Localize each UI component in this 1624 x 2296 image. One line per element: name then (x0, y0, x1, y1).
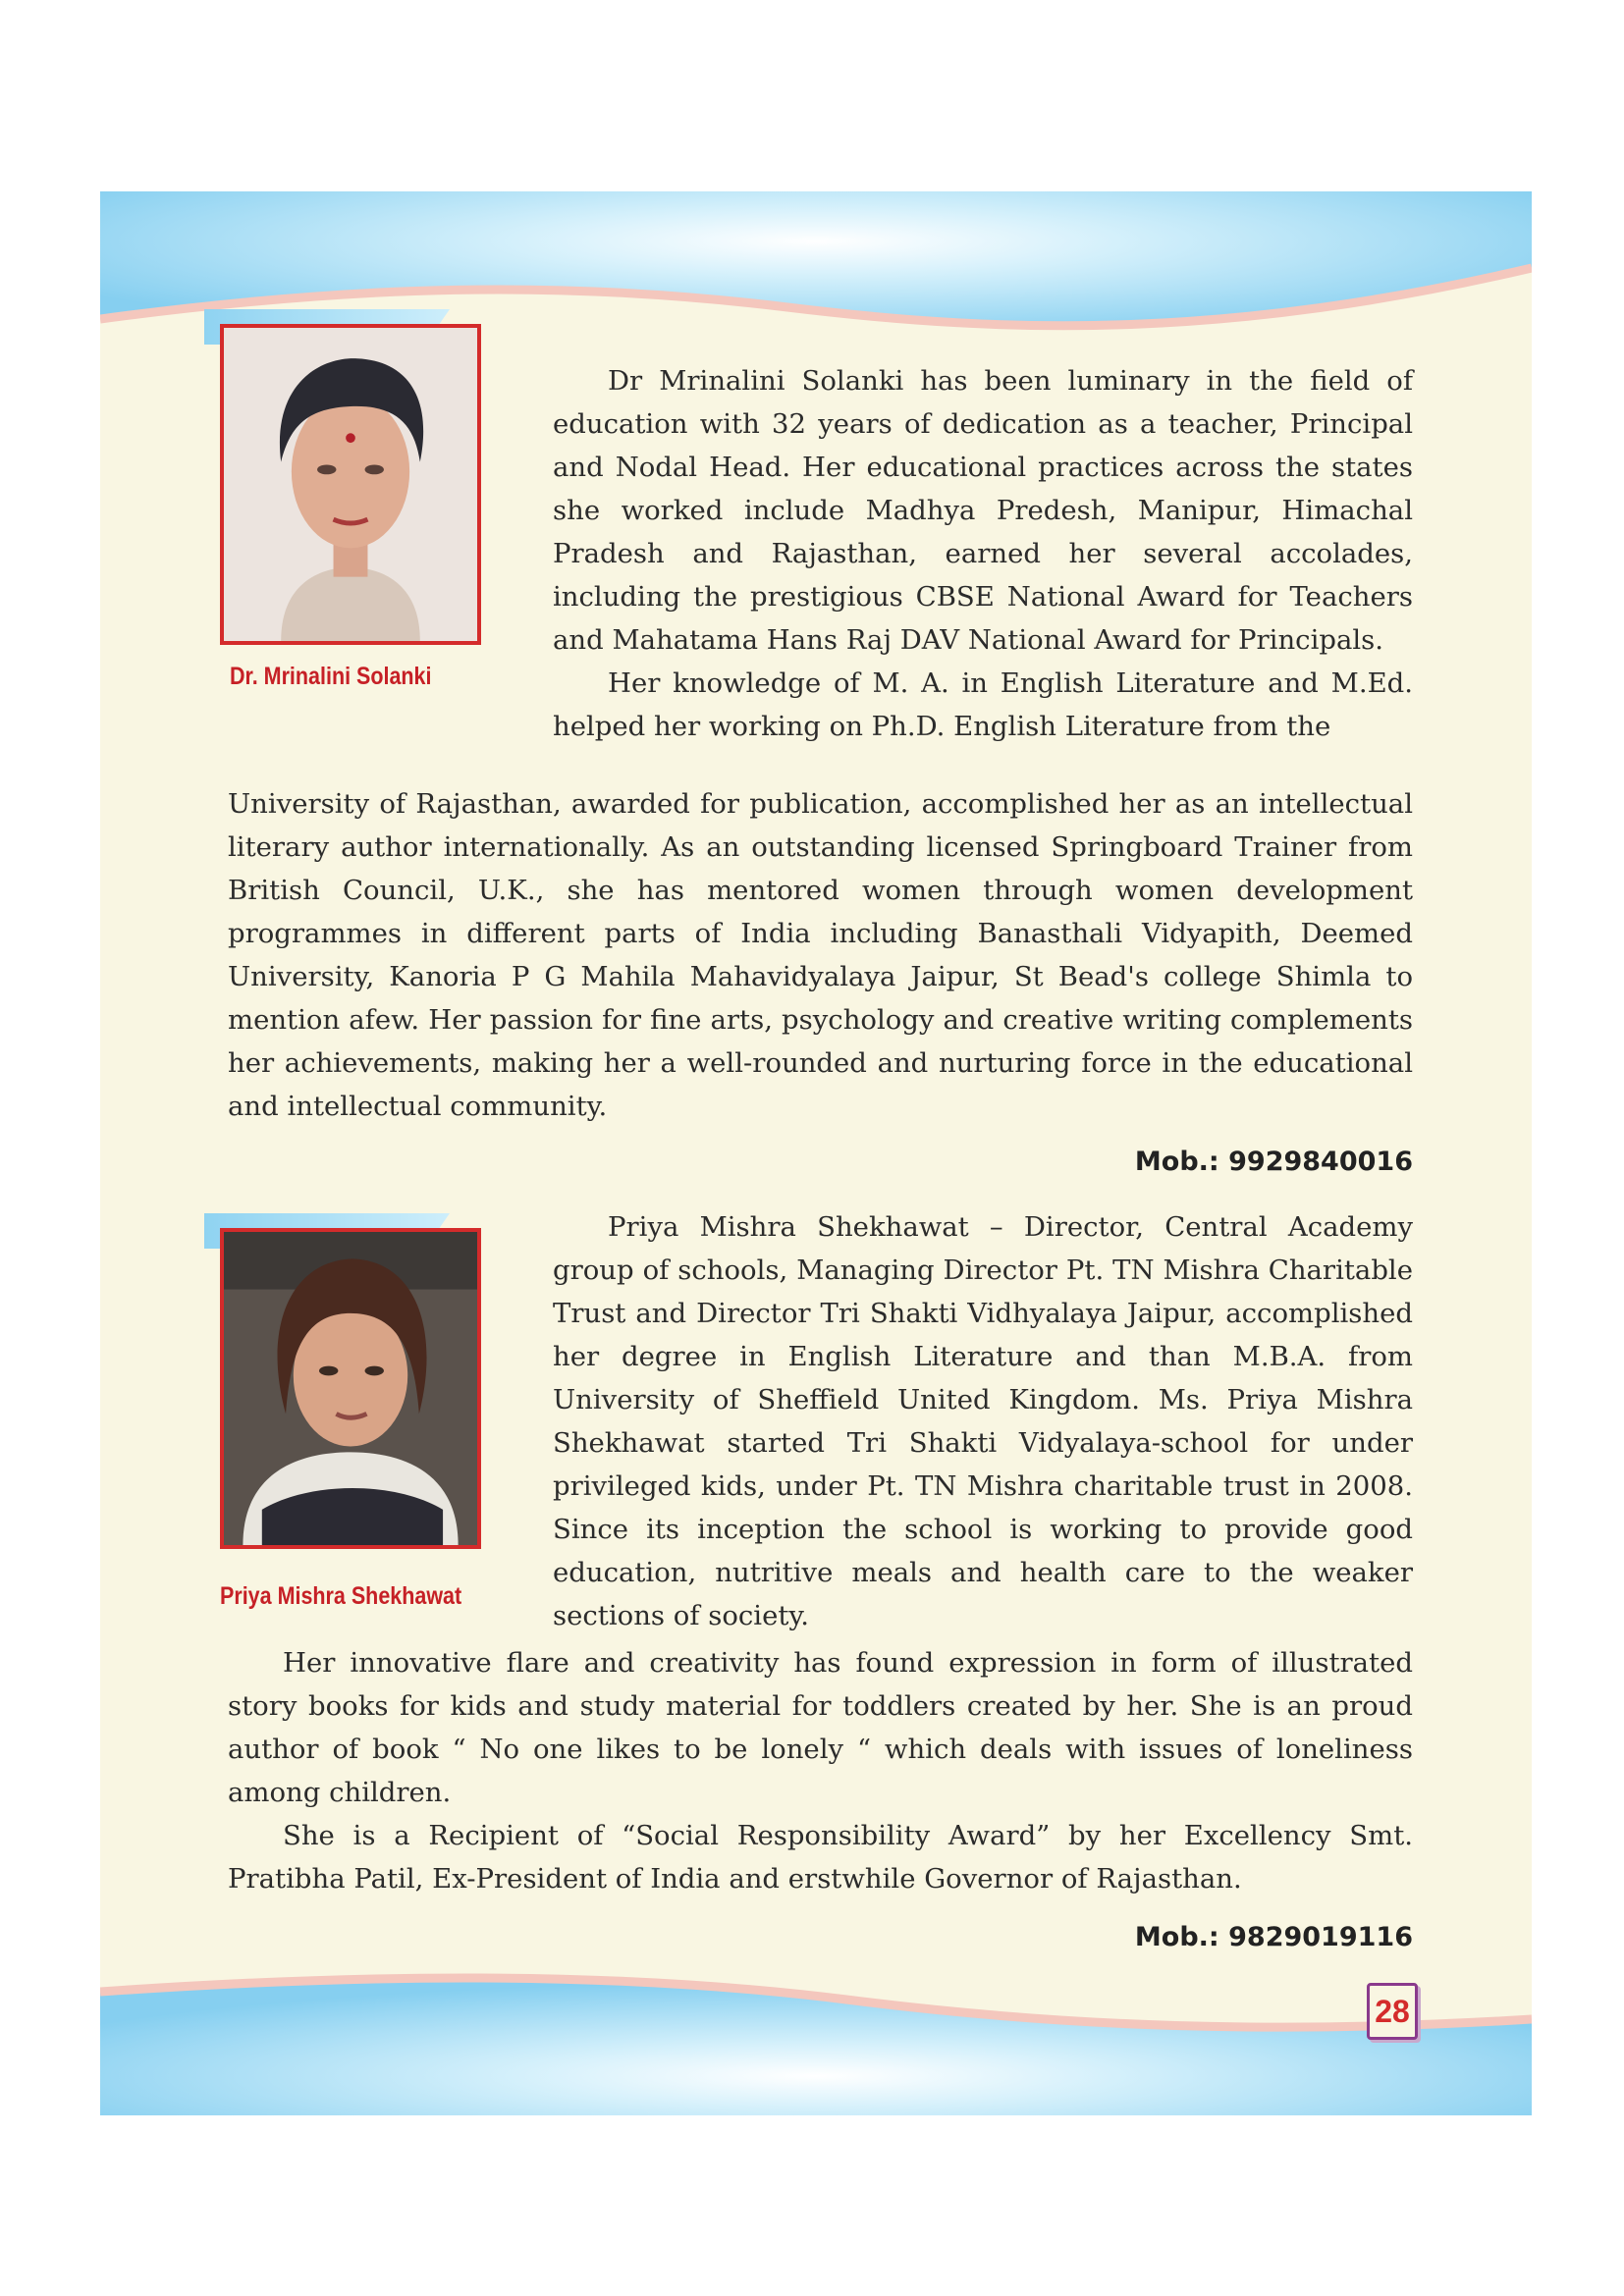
bio-paragraph-full (228, 1641, 1413, 1900)
bio-text: Dr Mrinalini Solanki has been luminary in the field of education with 32 years of dedication as a teacher, Principal and Nodal Head. Her educational practices across the states she worked include Madhya Predesh, Manipur, Himachal Pradesh and Rajasthan, earned her several accolades, including the prestigious CBSE National Award for Teachers and Mahatama Hans Raj DAV National Award for Principals. (553, 365, 1413, 656)
bio-paragraph-side (553, 1205, 1413, 1637)
portrait-photo-priya (220, 1228, 481, 1549)
bio-text: She is a Recipient of “Social Responsibility Award” by her Excellency Smt. Pratibha Patil, Ex-President of India and erstwhile Governor of Rajasthan. (228, 1820, 1413, 1895)
bio-text: Priya Mishra Shekhawat – Director, Central Academy group of schools, Managing Director Pt. TN Mishra Charitable Trust and Director Tri Shakti Vidhyalaya Jaipur, accomplished her degree in English Literature and than M.B.A. from University of Sheffield United Kingdom. Ms. Priya Mishra Shekhawat started Tri Shakti Vidyalaya-school for under privileged kids, under Pt. TN Mishra charitable trust in 2008. Since its inception the school is working to provide good education, nutritive meals and health care to the weaker sections of society. (553, 1211, 1413, 1631)
page-number: 28 (1367, 1983, 1418, 2040)
mobile-number: Mob.: 9829019116 (1134, 1922, 1413, 1952)
mobile-number: Mob.: 9929840016 (1134, 1147, 1413, 1177)
portrait-photo-mrinalini (220, 324, 481, 645)
bottom-wave-band (100, 1958, 1532, 2115)
bio-text: Her knowledge of M. A. in English Literature and M.Ed. helped her working on Ph.D. English Literature from the (553, 667, 1413, 742)
photo-caption: Priya Mishra Shekhawat (220, 1582, 462, 1610)
bio-text: University of Rajasthan, awarded for publication, accomplished her as an intellectual literary author internationally. As an outstanding licensed Springboard Trainer from British Council, U.K., she has mentored women through women development programmes in different parts of India including Banasthali Vidyapith, Deemed University, Kanoria P G Mahila Mahavidyalaya Jaipur, St Bead's college Shimla to mention afew. Her passion for fine arts, psychology and creative writing complements her achievements, making her a well-rounded and nurturing force in the educational and intellectual community. (228, 788, 1413, 1122)
bio-text: Her innovative flare and creativity has found expression in form of illustrated story books for kids and study material for toddlers created by her. She is an proud author of book “ No one likes to be lonely “ which deals with issues of loneliness among children. (228, 1647, 1413, 1808)
photo-caption: Dr. Mrinalini Solanki (230, 663, 432, 690)
bio-paragraph-full (228, 782, 1413, 1128)
bio-paragraph-side (553, 359, 1413, 748)
